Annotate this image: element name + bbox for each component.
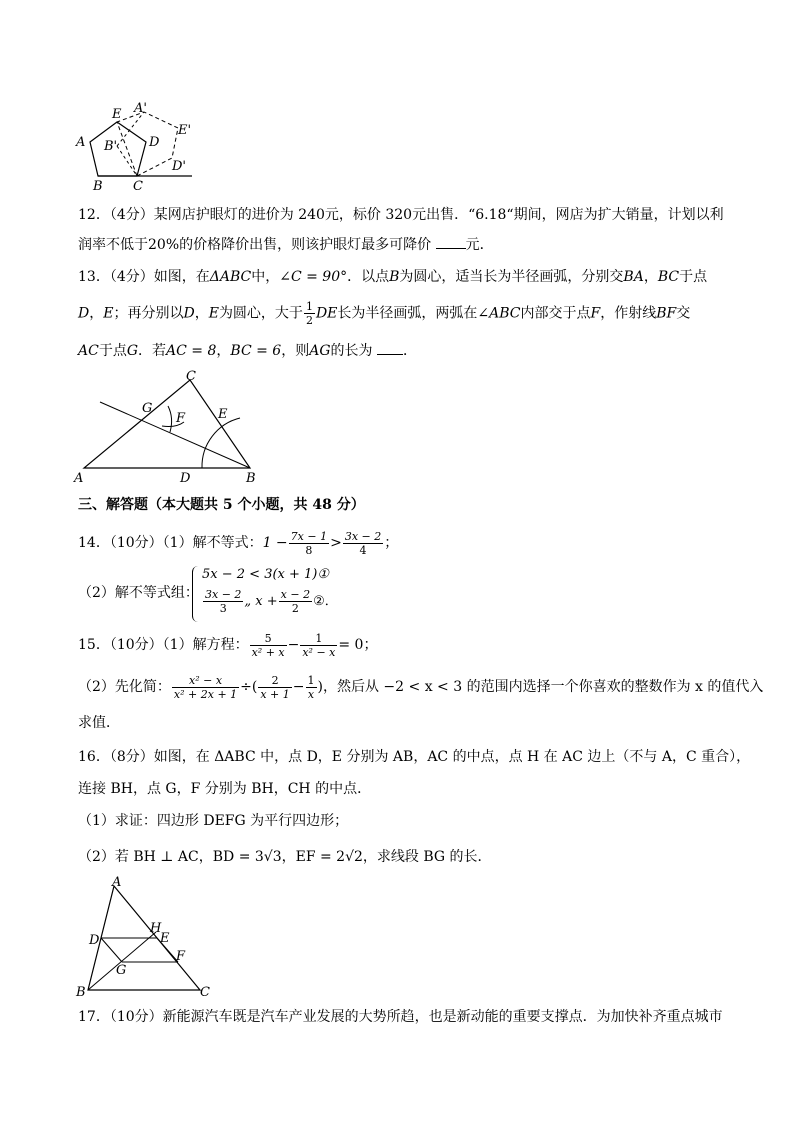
question-number: 15．	[78, 637, 110, 653]
question-text: 交	[676, 305, 691, 322]
question-score: （4分）	[109, 207, 154, 223]
fraction-denominator: 2	[305, 314, 313, 327]
punctuation: ；	[384, 535, 399, 551]
question-text: 如图，在	[153, 269, 210, 285]
fraction-denominator: x	[307, 687, 315, 701]
fraction	[258, 674, 291, 701]
fig16-label-E: E	[160, 931, 170, 946]
fraction-denominator: 4	[359, 543, 367, 557]
fraction	[279, 588, 312, 615]
fig13-label-D: D	[180, 471, 191, 486]
math-angle: ∠C = 90°	[279, 269, 348, 285]
fraction-numerator: 2	[258, 674, 291, 688]
question-text: 为圆心，大于	[218, 305, 303, 322]
question-text: )，然后从 −2 < x < 3 的范围内选择一个你喜欢的整数作为 x 的值代入	[317, 679, 764, 695]
fraction-numerator: 1	[305, 300, 313, 313]
question-number: 17．	[78, 1009, 110, 1025]
question-text: ．若	[138, 343, 167, 359]
fraction-numerator: 5	[250, 632, 287, 646]
fraction	[250, 632, 287, 659]
question-score: （8分）	[109, 749, 154, 765]
question-text: （1）求证：四边形 DEFG 为平行四边形；	[78, 813, 349, 829]
fig16-label-C: C	[200, 985, 210, 1000]
punctuation: ．	[324, 594, 338, 609]
system-inequality-2	[202, 588, 338, 616]
punctuation: ，	[643, 269, 658, 285]
question-15-part1	[78, 630, 377, 660]
question-12-line1	[78, 204, 724, 226]
math-segment: AC	[78, 343, 99, 359]
math-point: D	[78, 305, 90, 322]
question-text: 中，	[251, 269, 280, 285]
section-three-heading: 三、解答题（本大题共 5 个小题，共 48 分）	[78, 497, 365, 513]
fraction-numerator: 1	[300, 632, 337, 646]
fig16-label-D: D	[89, 933, 100, 948]
system-brace	[192, 566, 199, 622]
fig16-label-G: G	[116, 963, 127, 978]
fraction-numerator: 3x − 2	[205, 588, 242, 601]
question-text: 润率不低于20%的价格降价出售，则该护眼灯最多可降价	[78, 237, 432, 253]
question-15-part2	[78, 672, 763, 702]
question-14-part2-label	[78, 582, 199, 604]
fraction	[203, 588, 243, 615]
math-point: F	[590, 305, 601, 322]
fraction-numerator: x² − x	[172, 674, 239, 688]
math-equation: AC = 8	[166, 343, 217, 359]
question-text: （2）解不等式组：	[78, 585, 199, 601]
question-text: 求值．	[78, 715, 120, 731]
fig11-label-E-prime: E'	[178, 123, 192, 138]
math-point: E	[208, 305, 219, 322]
question-text: ．以点	[347, 269, 390, 285]
question-text: （1）解方程：	[162, 637, 249, 653]
question-text: 于点	[679, 269, 708, 285]
fig13-label-E: E	[218, 407, 228, 422]
math-point: B	[389, 269, 400, 285]
unit-text: 元．	[465, 237, 494, 253]
fig13-label-F: F	[176, 411, 186, 426]
question-13-line3	[78, 340, 417, 362]
fig16-label-A: A	[112, 875, 122, 890]
question-text: ；再分别以	[113, 305, 184, 322]
math-segment: BA	[623, 269, 644, 285]
question-text: 为圆心，适当长为半径画弧，分别交	[399, 269, 624, 285]
question-number: 16．	[78, 749, 110, 765]
question-13-line2	[78, 300, 690, 327]
fig11-label-D-prime: D'	[172, 159, 186, 174]
math-inequality: 5x − 2 < 3(x + 1)①	[202, 567, 330, 582]
fraction	[306, 674, 317, 701]
fraction	[300, 632, 337, 659]
math-term: „ x +	[244, 594, 278, 609]
fraction	[172, 674, 239, 701]
question-text: （2）先化简：	[78, 679, 171, 695]
math-point: D	[183, 305, 195, 322]
fig11-label-B-prime: B'	[104, 139, 118, 154]
fig16-label-F: F	[176, 949, 186, 964]
triangle-midpoints-figure	[72, 874, 222, 1000]
answer-blank[interactable]	[377, 340, 403, 355]
question-text: 某网店护眼灯的进价为 240元，标价 320元出售．“6.18“期间，网店为扩大销量，计划以利	[153, 207, 724, 223]
math-segment: DE	[315, 305, 338, 322]
pentagon-rotation-figure	[70, 98, 220, 194]
fig11-label-B: B	[93, 179, 103, 194]
question-score: （4分）	[109, 269, 154, 285]
triangle-bisector-figure	[70, 370, 270, 490]
question-17-line1	[78, 1006, 723, 1028]
question-number: 13．	[78, 269, 110, 285]
fraction-numerator: 3x − 2	[344, 529, 382, 543]
fig13-label-A: A	[74, 471, 84, 486]
math-ray: BF	[656, 305, 677, 322]
question-12-line2	[78, 234, 494, 256]
question-14-part1	[78, 528, 398, 558]
question-score: （10分）	[109, 637, 163, 653]
fraction	[289, 530, 329, 557]
punctuation: ，	[89, 305, 104, 322]
fig13-label-G: G	[142, 401, 153, 416]
fig11-label-E: E	[112, 107, 122, 122]
fig13-label-B: B	[246, 471, 256, 486]
question-16-line2	[78, 778, 371, 800]
math-point: G	[126, 343, 139, 359]
question-16-part2	[78, 846, 492, 868]
fig13-label-C: C	[186, 370, 196, 384]
math-segment: BC	[657, 269, 680, 285]
fig11-label-A-prime: A'	[134, 101, 147, 116]
fraction-numerator: 1	[307, 673, 315, 687]
answer-blank[interactable]	[436, 234, 466, 249]
question-text: 长为半径画弧，两弧在	[337, 305, 478, 322]
math-term: 1 −	[262, 535, 288, 551]
fig16-label-B: B	[76, 985, 86, 1000]
math-segment: AG	[309, 343, 331, 359]
question-number: 14．	[78, 535, 110, 551]
math-angle: ∠ABC	[477, 305, 521, 322]
fraction-denominator: x + 1	[260, 687, 290, 701]
punctuation: ．	[402, 343, 417, 359]
question-16-part1	[78, 810, 348, 832]
circled-number: ②	[313, 594, 325, 609]
math-operator: ÷(	[240, 679, 258, 695]
fraction-numerator: 7x − 1	[290, 529, 328, 543]
question-score: （10分）	[109, 1009, 163, 1025]
math-operator: −	[287, 637, 300, 653]
fraction-half	[304, 300, 315, 327]
fraction-denominator: 2	[291, 602, 299, 615]
fraction-numerator: x − 2	[280, 588, 311, 601]
question-15-part2-end	[78, 712, 120, 734]
math-triangle: ΔABC	[209, 269, 252, 285]
question-text: ，则	[281, 343, 310, 359]
punctuation: ，	[194, 305, 209, 322]
fig11-label-C: C	[133, 179, 143, 194]
question-text: 的长为	[330, 343, 373, 359]
punctuation: ，	[216, 343, 231, 359]
math-operator: >	[330, 535, 342, 551]
math-equation: BC = 6	[230, 343, 282, 359]
question-text: 新能源汽车既是汽车产业发展的大势所趋，也是新动能的重要支撑点．为加快补齐重点城市	[162, 1009, 723, 1025]
question-text: （2）若 BH ⊥ AC，BD = 3√3，EF = 2√2，求线段 BG 的长．	[78, 849, 492, 865]
fraction-denominator: 3	[219, 602, 227, 615]
math-equation: = 0；	[338, 637, 378, 653]
question-13-line1	[78, 266, 707, 288]
question-16-line1	[78, 746, 750, 768]
fraction-denominator: 8	[305, 543, 313, 557]
question-text: 内部交于点	[520, 305, 591, 322]
system-inequality-1	[202, 564, 329, 586]
question-text: （1）解不等式：	[162, 535, 263, 551]
fig11-label-D: D	[149, 135, 160, 150]
question-score: （10分）	[109, 535, 163, 551]
question-text: ，作射线	[600, 305, 657, 322]
question-text: 连接 BH，点 G，F 分别为 BH，CH 的中点．	[78, 781, 372, 797]
question-text: 于点	[98, 343, 127, 359]
math-point: E	[103, 305, 114, 322]
question-number: 12．	[78, 207, 110, 223]
fraction-denominator: x² − x	[302, 645, 336, 659]
question-text: 如图，在 ΔABC 中，点 D，E 分别为 AB，AC 的中点，点 H 在 AC 边上（不与 A，C 重合），	[153, 749, 751, 765]
fig11-label-A: A	[76, 135, 86, 150]
fraction-denominator: x² + x	[251, 645, 285, 659]
math-operator: −	[292, 679, 305, 695]
fraction	[343, 530, 383, 557]
fig16-label-H: H	[150, 921, 162, 936]
fraction-denominator: x² + 2x + 1	[173, 687, 238, 701]
